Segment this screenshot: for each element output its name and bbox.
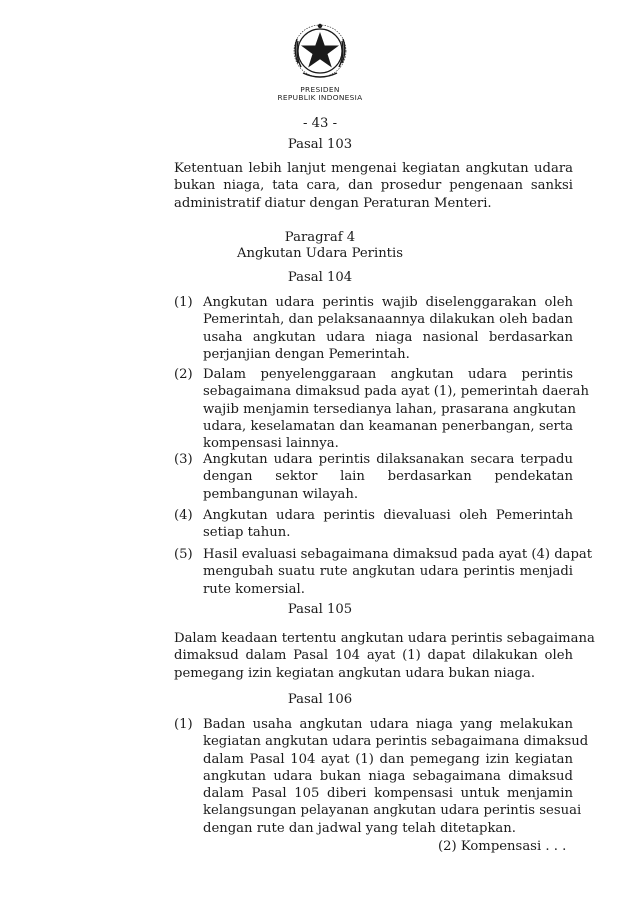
text-line: dalam Pasal 104 ayat (1) dan pemegang izin kegiatan <box>203 751 573 767</box>
text-line: kelangsungan pelayanan angkutan udara perintis sesuai <box>203 803 582 819</box>
item-number: (1) <box>174 295 193 310</box>
text-line: Angkutan udara perintis dievaluasi oleh Pemerintah <box>203 508 573 523</box>
pasal-104-title: Pasal 104 <box>287 270 353 285</box>
text-line: pemegang izin kegiatan angkutan udara bukan niaga. <box>174 665 536 681</box>
text-line: sebagaimana dimaksud pada ayat (1), pemerintah daerah <box>203 384 589 400</box>
text-line: dengan sektor lain berdasarkan pendekatan <box>203 469 573 485</box>
text-line: bukan niaga, tata cara, dan prosedur pengenaan sanksi <box>174 178 573 194</box>
pasal-103-title: Pasal 103 <box>287 137 353 152</box>
text-line: administratif diatur dengan Peraturan Menteri. <box>174 195 492 211</box>
text-line: udara, keselamatan dan keamanan penerbangan, serta <box>203 418 573 434</box>
text-line: dengan rute dan jadwal yang telah ditetapkan. <box>203 820 516 836</box>
text-line: kompensasi lainnya. <box>203 436 339 452</box>
text-line: Angkutan udara perintis dilaksanakan secara terpadu <box>203 452 573 467</box>
text-line: mengubah suatu rute angkutan udara perintis menjadi <box>203 564 573 580</box>
text-line: dimaksud dalam Pasal 104 ayat (1) dapat dilakukan oleh <box>174 648 573 664</box>
pasal-103-text <box>174 160 573 212</box>
pasal-106-title: Pasal 106 <box>287 692 353 707</box>
paragraf-subtitle: Angkutan Udara Perintis <box>237 246 403 261</box>
text-line: Pemerintah, dan pelaksanaannya dilakukan oleh badan <box>203 312 573 328</box>
text-line: pembangunan wilayah. <box>203 486 359 502</box>
item-number: (5) <box>174 547 193 562</box>
pasal-105-title: Pasal 105 <box>287 602 353 617</box>
text-line: setiap tahun. <box>203 525 291 541</box>
institution-name-line1: PRESIDEN <box>300 85 340 94</box>
paragraf-title: Paragraf 4 <box>284 230 356 245</box>
text-line: rute komersial. <box>203 581 305 597</box>
continuation-catchword: (2) Kompensasi . . . <box>438 839 567 854</box>
text-line: Angkutan udara perintis wajib diselenggarakan oleh <box>203 295 573 310</box>
item-number: (4) <box>174 508 193 523</box>
text-line: perjanjian dengan Pemerintah. <box>203 346 410 362</box>
item-number: (3) <box>174 452 193 467</box>
text-line: kegiatan angkutan udara perintis sebagaimana dimaksud <box>203 734 589 750</box>
text-line: angkutan udara bukan niaga sebagaimana dimaksud <box>203 768 573 784</box>
page-number: - 43 - <box>302 116 338 131</box>
text-line: usaha angkutan udara niaga nasional berdasarkan <box>203 329 573 345</box>
text-line: Dalam penyelenggaraan angkutan udara perintis <box>203 367 573 382</box>
text-line: Ketentuan lebih lanjut mengenai kegiatan angkutan udara <box>174 161 573 176</box>
item-number: (2) <box>174 367 193 382</box>
garuda-star-emblem-icon <box>289 21 351 85</box>
text-line: dalam Pasal 105 diberi kompensasi untuk menjamin <box>203 786 573 802</box>
text-line: wajib menjamin tersedianya lahan, prasarana angkutan <box>203 401 576 417</box>
pasal-105-text <box>174 630 595 682</box>
item-number: (1) <box>174 717 193 732</box>
text-line: Badan usaha angkutan udara niaga yang melakukan <box>203 717 573 732</box>
text-line: Dalam keadaan tertentu angkutan udara perintis sebagaimana <box>174 631 595 646</box>
text-line: Hasil evaluasi sebagaimana dimaksud pada ayat (4) dapat <box>203 547 593 562</box>
institution-name-line2: REPUBLIK INDONESIA <box>277 93 363 102</box>
